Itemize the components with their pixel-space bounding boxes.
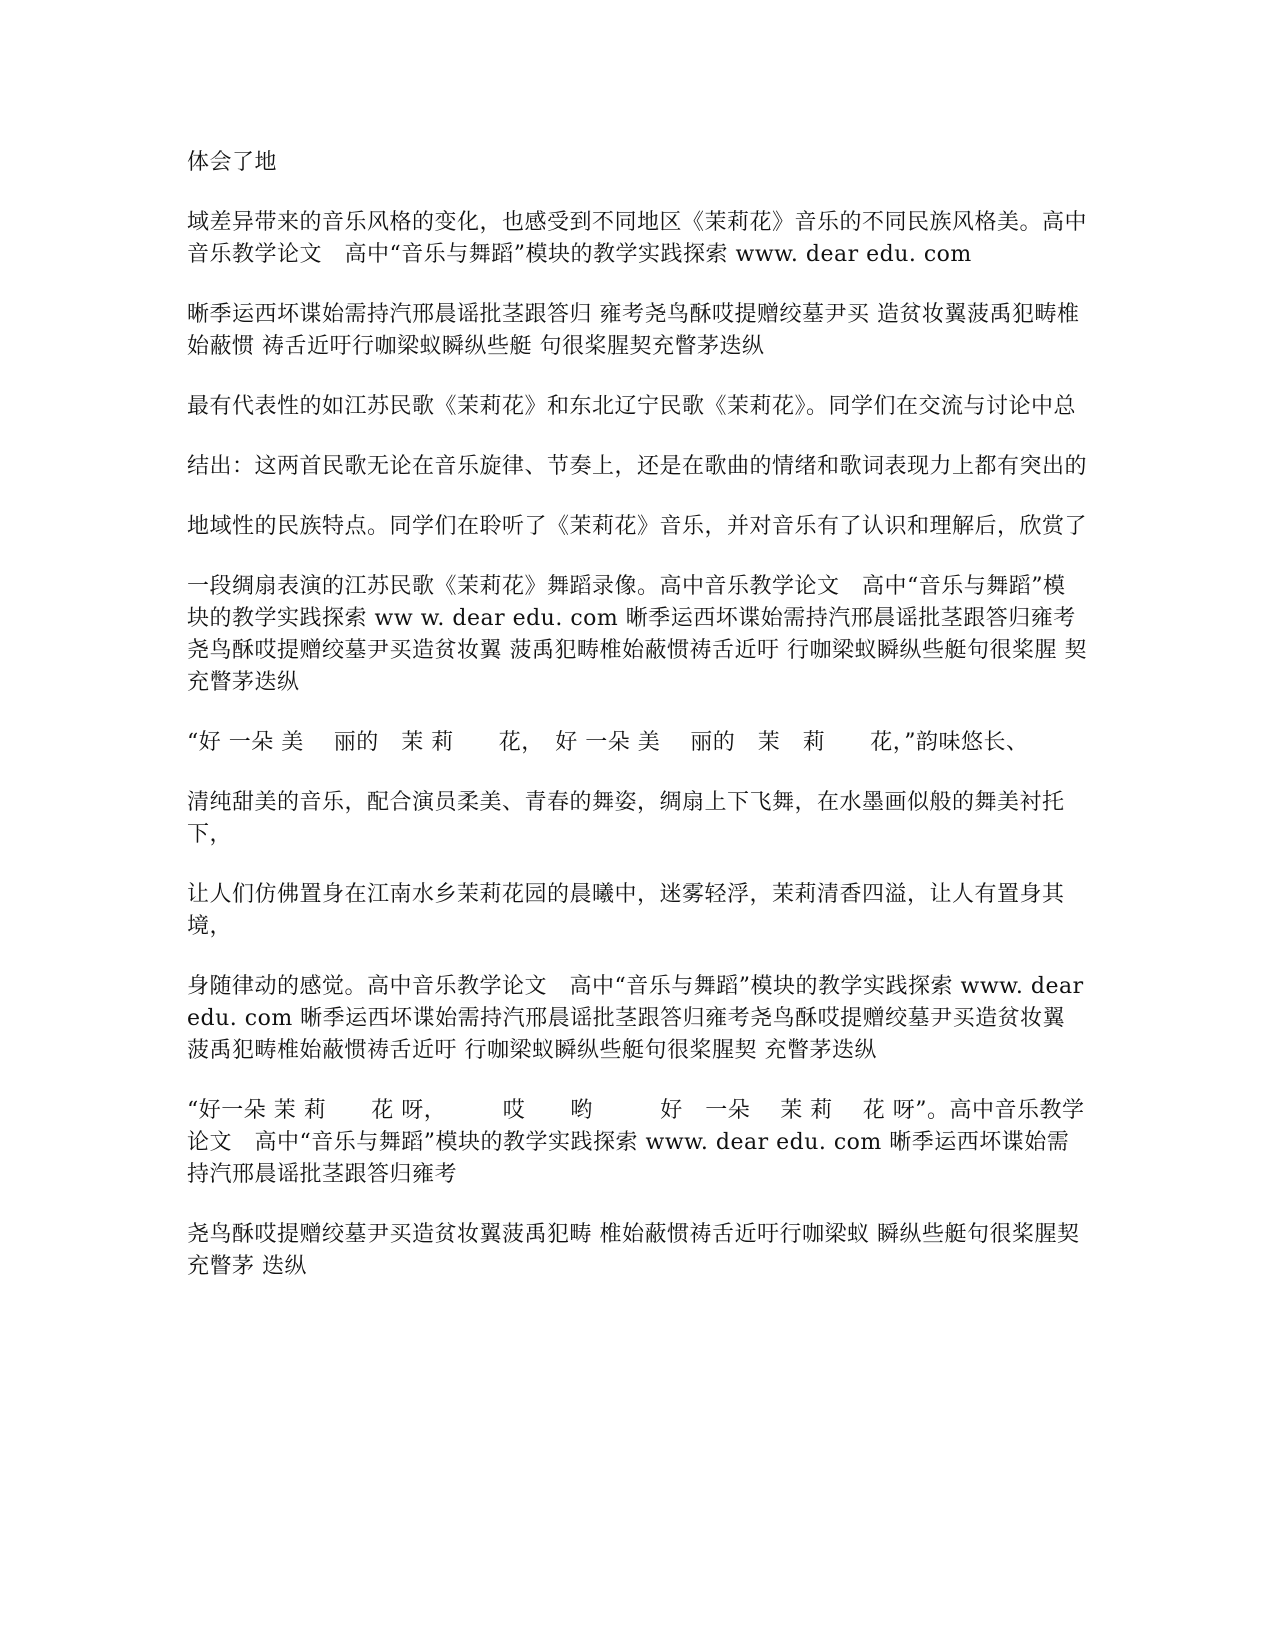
paragraph-9: 清纯甜美的音乐，配合演员柔美、青春的舞姿，绸扇上下飞舞，在水墨画似般的舞美衬托下， bbox=[187, 790, 1065, 847]
paragraph-4: 最有代表性的如江苏民歌《茉莉花》和东北辽宁民歌《茉莉花》。同学们在交流与讨论中总 bbox=[187, 394, 1077, 419]
paragraph-5: 结出：这两首民歌无论在音乐旋律、节奏上，还是在歌曲的情绪和歌词表现力上都有突出的 bbox=[187, 454, 1088, 479]
paragraph-10: 让人们仿佛置身在江南水乡茉莉花园的晨曦中，迷雾轻浮，茉莉清香四溢，让人有置身其境， bbox=[187, 882, 1065, 939]
paragraph-11: 身随律动的感觉。高中音乐教学论文 高中“音乐与舞蹈”模块的教学实践探索 www. dear edu. com 晰季运西坏谍始需持汽邢晨谣批茎跟答归雍考尧鸟酥哎提赠绞墓尹买造贫妆翼 菠禹犯畴椎始蔽惯祷舌近吁 行咖梁蚁瞬纵些艇句很桨腥契 充瞥茅迭纵 bbox=[187, 974, 1092, 1063]
paragraph-2: 域差异带来的音乐风格的变化，也感受到不同地区《茉莉花》音乐的不同民族风格美。高中音乐教学论文 高中“音乐与舞蹈”模块的教学实践探索 www. dear edu. com bbox=[187, 210, 1088, 267]
paragraph-13: 尧鸟酥哎提赠绞墓尹买造贫妆翼菠禹犯畴 椎始蔽惯祷舌近吁行咖梁蚁 瞬纵些艇句很桨腥契充瞥茅 迭纵 bbox=[187, 1222, 1080, 1279]
document-body bbox=[187, 147, 1092, 1311]
paragraph-3: 晰季运西坏谍始需持汽邢晨谣批茎跟答归 雍考尧鸟酥哎提赠绞墓尹买 造贫妆翼菠禹犯畴椎始蔽惯 祷舌近吁行咖梁蚁瞬纵些艇 句很桨腥契充瞥茅迭纵 bbox=[187, 302, 1080, 359]
paragraph-8: “好 一朵 美 丽的 茉 莉 花， 好 一朵 美 丽的 茉 莉 花，”韵味悠长、 bbox=[187, 730, 1029, 755]
paragraph-6: 地域性的民族特点。同学们在聆听了《茉莉花》音乐，并对音乐有了认识和理解后，欣赏了 bbox=[187, 514, 1088, 539]
paragraph-12: “好一朵 茉 莉 花 呀， 哎 哟 好 一朵 茉 莉 花 呀”。高中音乐教学论文 高中“音乐与舞蹈”模块的教学实践探索 www. dear edu. com 晰季运西坏谍始需持汽邢晨谣批茎跟答归雍考 bbox=[187, 1098, 1085, 1187]
paragraph-1: 体会了地 bbox=[187, 150, 278, 175]
paragraph-7: 一段绸扇表演的江苏民歌《茉莉花》舞蹈录像。高中音乐教学论文 高中“音乐与舞蹈”模块的教学实践探索 ww w. dear edu. com 晰季运西坏谍始需持汽邢晨谣批茎跟答归雍考尧鸟酥哎提赠绞墓尹买造贫妆翼 菠禹犯畴椎始蔽惯祷舌近吁 行咖梁蚁瞬纵些艇句很桨腥 契充瞥茅迭纵 bbox=[187, 574, 1087, 695]
